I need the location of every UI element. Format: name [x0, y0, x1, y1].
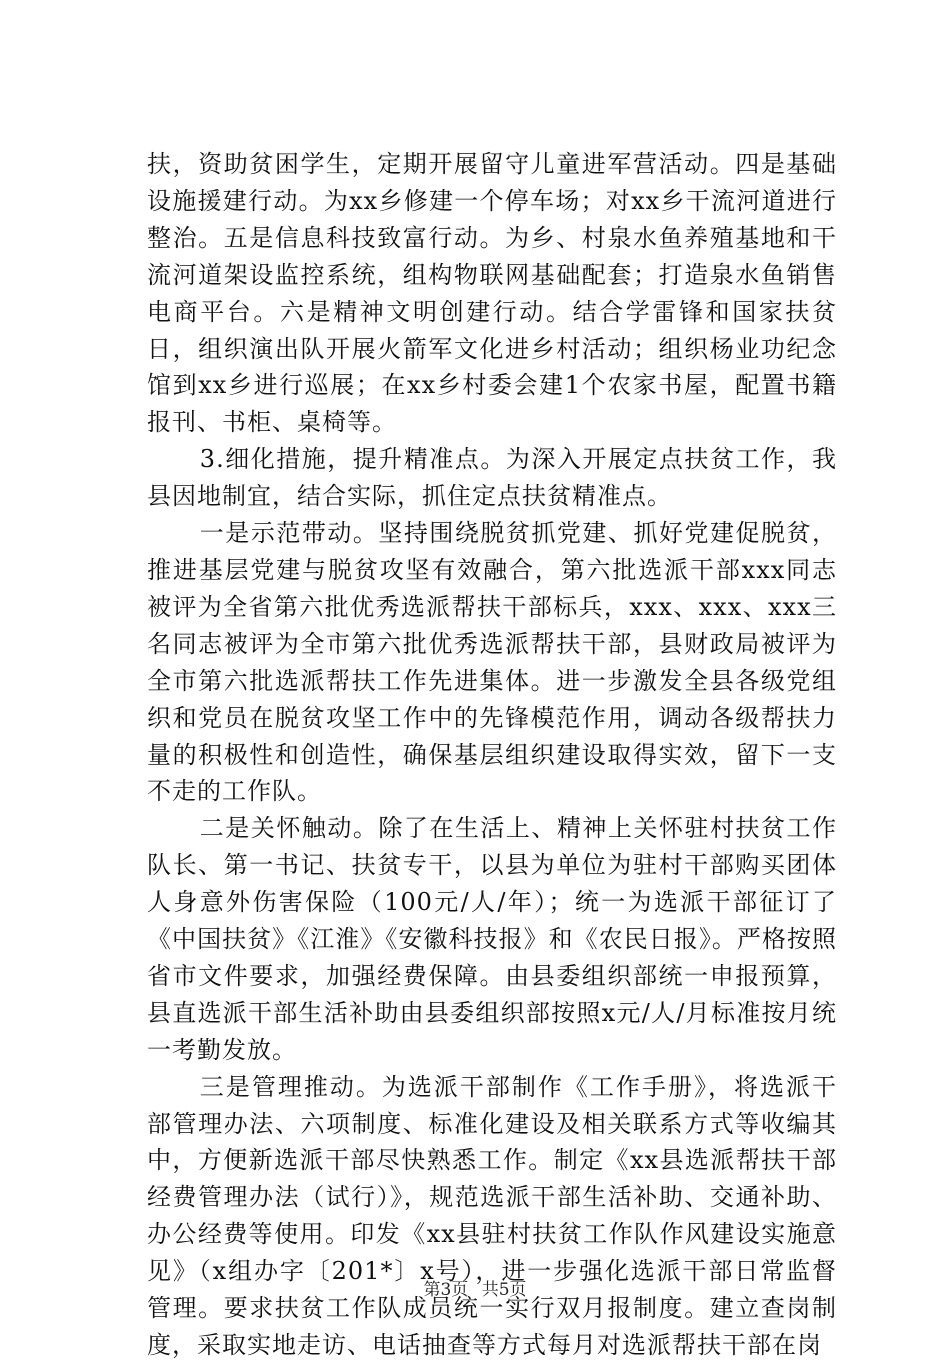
- page-number: 第3页: [423, 1280, 469, 1300]
- page-footer: [0, 1275, 950, 1300]
- paragraph-care: 二是关怀触动。除了在生活上、精神上关怀驻村扶贫工作队长、第一书记、扶贫专干，以县为单位为驻村干部购买团体人身意外伤害保险（100元/人/年）；统一为选派干部征订了《中国扶贫》《江淮》《安徽科技报》和《农民日报》。严格按照省市文件要求，加强经费保障。由县委组织部统一申报预算，县直选派干部生活补助由县委组织部按照x元/人/月标准按月统一考勤发放。: [147, 814, 837, 1064]
- paragraph-demonstration: 一是示范带动。坚持围绕脱贫抓党建、抓好党建促脱贫，推进基层党建与脱贫攻坚有效融合，第六批选派干部xxx同志被评为全省第六批优秀选派帮扶干部标兵，xxx、xxx、xxx三名同志被评为全市第六批优秀选派帮扶干部，县财政局被评为全市第六批选派帮扶工作先进集体。进一步激发全县各级党组织和党员在脱贫攻坚工作中的先锋模范作用，调动各级帮扶力量的积极性和创造性，确保基层组织建设取得实效，留下一支不走的工作队。: [147, 519, 837, 806]
- document-body: [147, 146, 837, 1364]
- paragraph-section-3: 3.细化措施，提升精准点。为深入开展定点扶贫工作，我县因地制宜，结合实际，抓住定点扶贫精准点。: [147, 445, 837, 511]
- paragraph-continuation: 扶，资助贫困学生，定期开展留守儿童进军营活动。四是基础设施援建行动。为xx乡修建一个停车场；对xx乡干流河道进行整治。五是信息科技致富行动。为乡、村泉水鱼养殖基地和干流河道架设监控系统，组构物联网基础配套；打造泉水鱼销售电商平台。六是精神文明创建行动。结合学雷锋和国家扶贫日，组织演出队开展火箭军文化进乡村活动；组织杨业功纪念馆到xx乡进行巡展；在xx乡村委会建1个农家书屋，配置书籍报刊、书柜、桌椅等。: [147, 150, 837, 437]
- page-total: 共5页: [481, 1280, 527, 1300]
- paragraph-management: 三是管理推动。为选派干部制作《工作手册》，将选派干部管理办法、六项制度、标准化建设及相关联系方式等收编其中，方便新选派干部尽快熟悉工作。制定《xx县选派帮扶干部经费管理办法（试行）》，规范选派干部生活补助、交通补助、办公经费等使用。印发《xx县驻村扶贫工作队作风建设实施意见》（x组办字〔201*〕x号），进一步强化选派干部日常监督管理。要求扶贫工作队成员统一实行双月报制度。建立查岗制度，采取实地走访、电话抽查等方式每月对选派帮扶干部在岗: [147, 1072, 837, 1359]
